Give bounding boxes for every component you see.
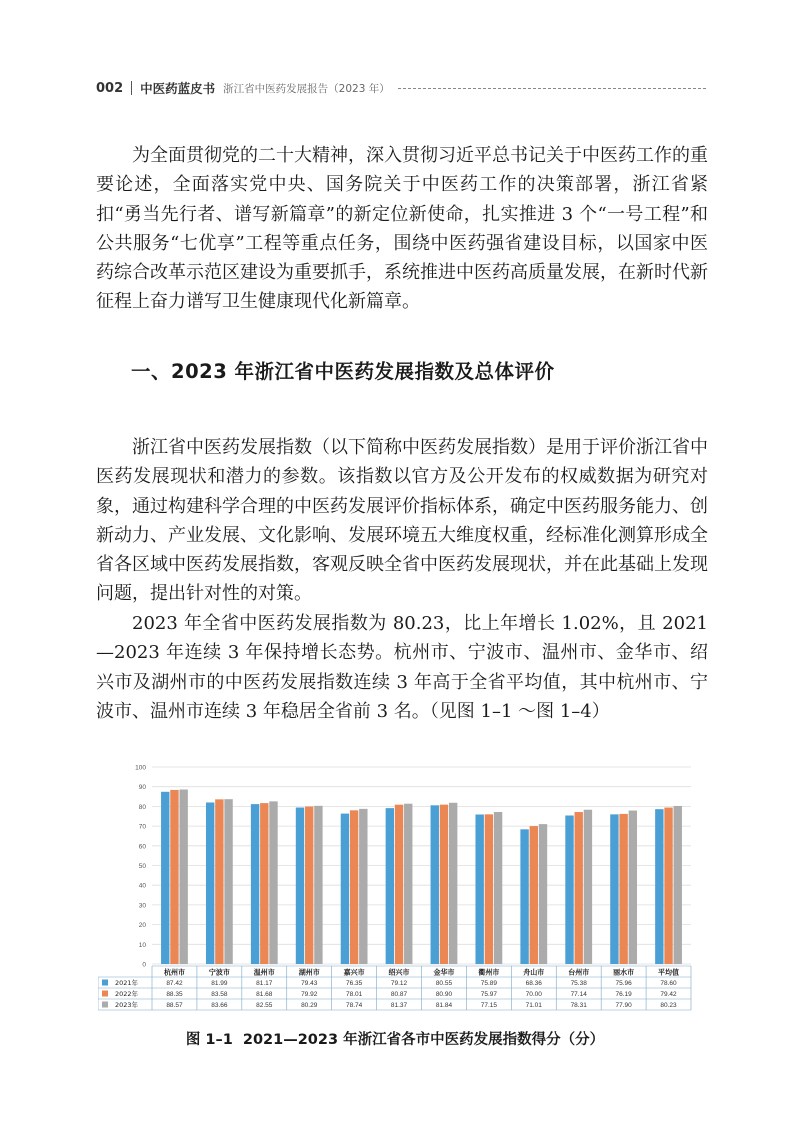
category-label: 舟山市 [523, 968, 545, 977]
y-tick-label: 40 [138, 882, 146, 890]
bar-2021年-宁波市 [206, 802, 214, 964]
bar-2023年-舟山市 [539, 824, 547, 964]
data-value-label: 81.17 [256, 980, 273, 987]
data-value-label: 79.43 [301, 980, 318, 987]
legend-label: 2022年 [115, 990, 139, 998]
category-label: 绍兴市 [388, 968, 410, 977]
bar-2023年-温州市 [269, 801, 277, 964]
data-value-label: 88.35 [166, 991, 183, 998]
data-value-label: 77.15 [480, 1002, 498, 1009]
y-tick-label: 20 [138, 922, 146, 930]
y-tick-label: 100 [135, 764, 146, 772]
data-value-label: 83.66 [211, 1002, 228, 1009]
data-value-label: 75.38 [570, 980, 587, 987]
category-label: 金华市 [433, 968, 455, 977]
bar-2021年-金华市 [431, 805, 439, 964]
data-value-label: 70.00 [525, 991, 542, 998]
bar-2021年-绍兴市 [386, 808, 394, 964]
category-label: 宁波市 [208, 968, 230, 977]
bar-2022年-台州市 [575, 812, 583, 964]
data-value-label: 68.36 [525, 980, 542, 987]
bar-2021年-湖州市 [296, 808, 304, 964]
data-value-label: 76.19 [615, 991, 632, 998]
figure-1-1-chart [98, 757, 705, 1013]
category-label: 平均值 [658, 968, 680, 977]
y-tick-label: 30 [138, 902, 146, 910]
data-value-label: 80.87 [390, 991, 408, 998]
data-value-label: 79.12 [390, 980, 408, 987]
bar-2022年-湖州市 [305, 807, 313, 964]
bar-2022年-绍兴市 [395, 805, 403, 964]
y-tick-label: 10 [138, 941, 146, 949]
data-value-label: 81.37 [390, 1002, 408, 1009]
bar-2023年-绍兴市 [404, 804, 412, 964]
report-name: 浙江省中医药发展报告（2023 年） [223, 82, 390, 95]
data-value-label: 78.74 [345, 1002, 363, 1009]
header-separator [131, 81, 132, 95]
header-dashed-rule [398, 88, 706, 89]
page-number: 002 [96, 80, 124, 96]
bar-2021年-平均值 [655, 809, 663, 964]
category-label: 杭州市 [163, 968, 185, 977]
legend-swatch-2022年 [102, 991, 108, 997]
data-value-label: 87.42 [166, 980, 183, 987]
intro-paragraph: 为全面贯彻党的二十大精神，深入贯彻习近平总书记关于中医药工作的重要论述，全面落实党中央、国务院关于中医药工作的决策部署，浙江省紧扣“勇当先行者、谱写新篇章”的新定位新使命，扎实推进 3 个“一号工程”和公共服务“七优享”工程等重点任务，围绕中医药强省建设目标，以国家中医药综合改革示范区建设为重要抓手，系统推进中医药高质量发展，在新时代新征程上奋力谱写卫生健康现代化新篇章。 [96, 145, 708, 313]
y-tick-label: 70 [138, 823, 146, 831]
bar-2023年-台州市 [584, 810, 592, 964]
data-value-label: 81.84 [435, 1002, 453, 1009]
data-value-label: 78.01 [345, 991, 363, 998]
y-tick-label: 80 [138, 803, 146, 811]
bar-2022年-宁波市 [215, 799, 223, 964]
bar-2023年-杭州市 [179, 790, 187, 964]
bar-2022年-杭州市 [170, 790, 178, 964]
y-tick-label: 90 [138, 784, 146, 792]
bar-2023年-金华市 [449, 803, 457, 964]
y-tick-label: 50 [138, 863, 146, 870]
bar-2023年-湖州市 [314, 806, 322, 964]
bar-2023年-衢州市 [494, 812, 502, 964]
category-label: 温州市 [253, 968, 275, 977]
index-summary-paragraph: 2023 年全省中医药发展指数为 80.23，比上年增长 1.02%，且 2021—2023 年连续 3 年保持增长态势。杭州市、宁波市、温州市、金华市、绍兴市及湖州市的中医药发展指数连续 3 年高于全省平均值，其中杭州市、宁波市、温州市连续 3 年稳居全省前 3 名。（见图 1–1 ～图 1–4） [96, 613, 708, 722]
data-value-label: 83.58 [211, 991, 228, 998]
bar-2021年-衢州市 [475, 814, 483, 964]
bar-2023年-嘉兴市 [359, 809, 367, 964]
data-value-label: 80.55 [435, 980, 453, 987]
bar-2023年-平均值 [674, 806, 682, 964]
data-value-label: 75.97 [480, 991, 498, 998]
bar-chart [98, 757, 705, 1013]
data-value-label: 79.42 [660, 991, 677, 998]
figure-caption-title: 2021—2023 年浙江省各市中医药发展指数得分（分） [242, 1032, 605, 1048]
data-value-label: 77.90 [615, 1002, 632, 1009]
figure-caption-number: 图 1–1 [185, 1032, 233, 1048]
bar-2021年-温州市 [251, 804, 259, 964]
category-label: 湖州市 [298, 968, 320, 977]
category-label: 台州市 [568, 968, 590, 977]
running-header [96, 78, 706, 98]
bar-2021年-丽水市 [610, 814, 618, 964]
data-value-label: 76.35 [345, 980, 363, 987]
data-value-label: 81.99 [211, 980, 228, 987]
bar-2022年-嘉兴市 [350, 810, 358, 964]
legend-swatch-2021年 [102, 980, 108, 986]
book-name: 中医药蓝皮书 [140, 81, 216, 96]
data-value-label: 80.29 [301, 1002, 318, 1009]
section-heading: 一、2023 年浙江省中医药发展指数及总体评价 [131, 360, 555, 383]
data-value-label: 75.89 [480, 980, 498, 987]
legend-label: 2021年 [115, 979, 139, 987]
data-value-label: 88.57 [166, 1002, 183, 1009]
bar-2022年-衢州市 [485, 814, 493, 964]
data-value-label: 75.96 [615, 980, 632, 987]
legend-swatch-2023年 [102, 1002, 108, 1008]
bar-2021年-嘉兴市 [341, 814, 349, 964]
legend-label: 2023年 [115, 1001, 139, 1009]
data-value-label: 78.60 [660, 980, 677, 987]
bar-2022年-平均值 [664, 808, 672, 964]
data-value-label: 80.90 [435, 991, 453, 998]
bar-2022年-金华市 [440, 805, 448, 964]
data-value-label: 82.55 [256, 1002, 273, 1009]
bar-2023年-丽水市 [629, 811, 637, 964]
bar-2022年-温州市 [260, 803, 268, 964]
bar-2021年-舟山市 [520, 829, 528, 964]
data-value-label: 79.92 [301, 991, 318, 998]
data-value-label: 81.68 [256, 991, 273, 998]
category-label: 嘉兴市 [343, 968, 365, 977]
bar-2023年-宁波市 [224, 799, 232, 964]
category-label: 丽水市 [613, 968, 635, 977]
figure-caption [0, 1028, 800, 1049]
bar-2021年-杭州市 [161, 792, 169, 964]
data-value-label: 71.01 [525, 1002, 542, 1009]
y-tick-label: 60 [138, 843, 146, 851]
y-tick-label: 0 [142, 961, 146, 969]
bar-2022年-丽水市 [619, 814, 627, 964]
data-value-label: 77.14 [570, 991, 587, 998]
bar-2021年-台州市 [565, 816, 573, 964]
data-value-label: 80.23 [660, 1002, 677, 1009]
category-label: 衢州市 [478, 968, 500, 977]
index-definition-paragraph: 浙江省中医药发展指数（以下简称中医药发展指数）是用于评价浙江省中医药发展现状和潜力的参数。该指数以官方及公开发布的权威数据为研究对象，通过构建科学合理的中医药发展评价指标体系，确定中医药服务能力、创新动力、产业发展、文化影响、发展环境五大维度权重，经标准化测算形成全省各区域中医药发展指数，客观反映全省中医药发展现状，并在此基础上发现问题，提出针对性的对策。 [96, 437, 708, 605]
data-value-label: 78.31 [570, 1002, 587, 1009]
bar-2022年-舟山市 [530, 826, 538, 964]
